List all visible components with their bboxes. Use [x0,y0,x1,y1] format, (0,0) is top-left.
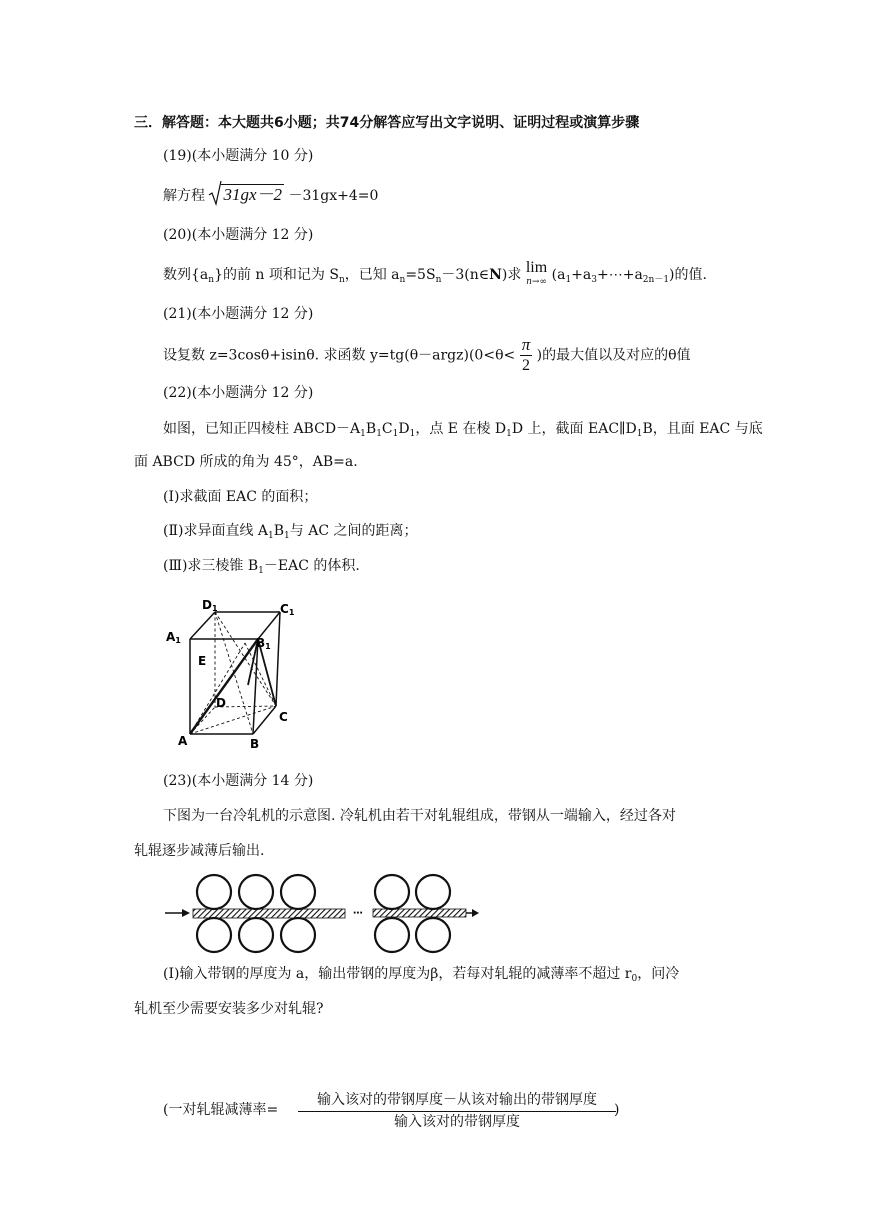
roller [281,875,315,909]
q22-text: ，点 E 在棱 D [415,421,507,437]
roller [416,875,450,909]
steel-strip-input [193,909,345,918]
q22-text: B，且面 EAC 与底 [642,421,763,437]
frac-numerator: π [521,335,531,354]
q20-text: +a [571,267,592,283]
label-A1: A1 [166,630,181,645]
prism-figure [160,595,320,755]
roller [239,918,273,952]
roller [197,918,231,952]
q22-header: (22)(本小题满分 12 分) [163,385,314,401]
label-D1: D1 [202,598,218,613]
q22-text: (Ⅲ)求三棱锥 B [163,558,259,574]
limit-operator [526,261,547,289]
q20-text: +⋯+a [596,267,643,283]
roller [375,875,409,909]
sqrt-expression [209,184,284,206]
q22-sub: 1 [284,531,290,541]
q20-sub: 2n－1 [642,275,670,285]
q21-text: )的最大值以及对应的θ值 [536,347,691,364]
q20-natural-set: N [489,267,502,283]
q22-sub: 1 [360,429,366,439]
q23-line2: 轧辊逐步减薄后输出. [134,843,265,859]
q22-text: D 上，截面 EAC∥D [511,421,637,437]
q22-text: D [398,421,410,437]
q22-line2: 面 ABCD 所成的角为 45°，AB=a. [134,454,358,470]
q21-statement [163,335,691,376]
q23-text: ，问冷 [637,966,680,982]
q20-sub: n [208,275,215,285]
q19-header: (19)(本小题满分 10 分) [163,148,314,164]
q20-text: )的值. [669,267,707,283]
reduction-rate-denominator: 输入该对的带钢厚度 [394,1114,520,1130]
label-D: D [216,696,226,710]
q19-prefix: 解方程 [163,188,205,204]
rolling-mill-figure [160,870,490,955]
label-C: C [279,710,288,724]
label-A: A [178,734,188,748]
q22-item-1: (Ⅰ)求截面 EAC 的面积； [163,489,318,505]
q22-sub: 1 [258,566,264,576]
q22-item-3 [163,556,360,581]
q20-sub: 3 [591,275,597,285]
q22-sub: 1 [506,429,512,439]
q21-header: (21)(本小题满分 12 分) [163,306,314,322]
q23-line3: 轧机至少需要安装多少对轧辊? [134,1001,324,1017]
q22-line1 [163,419,763,444]
q22-text: C [381,421,393,437]
q20-statement [163,261,707,290]
lim-word: lim [525,259,548,276]
label-C1: C1 [280,602,295,617]
q22-sub: 1 [376,429,382,439]
q20-text: =5S [405,267,436,283]
q23-line1: 下图为一台冷轧机的示意图. 冷轧机由若干对轧辊组成，带钢从一端输入，经过各对 [163,808,676,824]
q19-suffix: －31gx+4=0 [288,188,379,204]
reduction-rate-suffix: ) [614,1102,620,1118]
q21-text: 设复数 z=3cosθ+isinθ. 求函数 y=tg(θ－argz)(0<θ< [163,347,516,364]
q20-sub: n [338,275,345,285]
reduction-rate-prefix: (一对轧辊减薄率= [163,1102,279,1118]
q22-text: B [365,421,377,437]
q22-text: 与 AC 之间的距离； [289,523,418,539]
q20-sub: 1 [565,275,572,285]
q23-header: (23)(本小题满分 14 分) [163,773,314,789]
q20-text: 数列{a [163,267,209,283]
q22-sub: 1 [636,429,643,439]
roller [375,918,409,952]
q20-text: }的前 n 项和记为 S [214,267,339,283]
lim-subscript: n→∞ [526,277,547,287]
reduction-rate-fraction [298,1090,616,1132]
q23-item-1 [163,964,679,989]
q19-equation [163,184,378,206]
q22-text: B [273,523,285,539]
q22-sub: 1 [409,429,416,439]
q20-text: －3(n∈ [441,267,490,283]
q22-sub: 1 [392,429,399,439]
roller [416,918,450,952]
ellipsis-dots: ⋯ [353,908,363,919]
q23-text: (Ⅰ)输入带钢的厚度为 a，输出带钢的厚度为β，若每对轧辊的减薄率不超过 r [163,966,632,982]
label-E: E [198,654,207,668]
roller [197,875,231,909]
q20-text: (a [551,267,566,283]
q20-text: ，已知 a [344,267,400,283]
label-B1: B1 [256,636,271,651]
q19-radicand: 31gx－2 [223,185,282,204]
q22-item-2 [163,521,418,546]
q20-text: )求 [501,267,522,283]
roller [281,918,315,952]
radical-sign [208,180,222,206]
q22-text: (Ⅱ)求异面直线 A [163,523,268,539]
q20-sub: n [435,275,442,285]
q22-text: 如图，已知正四棱柱 ABCD－A [163,421,361,437]
q22-text: －EAC 的体积. [263,558,360,574]
roller [239,875,273,909]
steel-strip-output [373,909,466,917]
frac-denominator: 2 [521,357,530,374]
q20-sub: n [399,275,406,285]
q22-sub: 1 [268,531,274,541]
pi-over-2-fraction [520,335,533,376]
label-B: B [250,737,260,751]
q20-header: (20)(本小题满分 12 分) [163,227,314,243]
section-heading: 三．解答题：本大题共6小题；共74分解答应写出文字说明、证明过程或演算步骤 [134,115,640,131]
q23-sub: 0 [631,974,638,984]
reduction-rate-numerator: 输入该对的带钢厚度－从该对输出的带钢厚度 [298,1090,616,1112]
